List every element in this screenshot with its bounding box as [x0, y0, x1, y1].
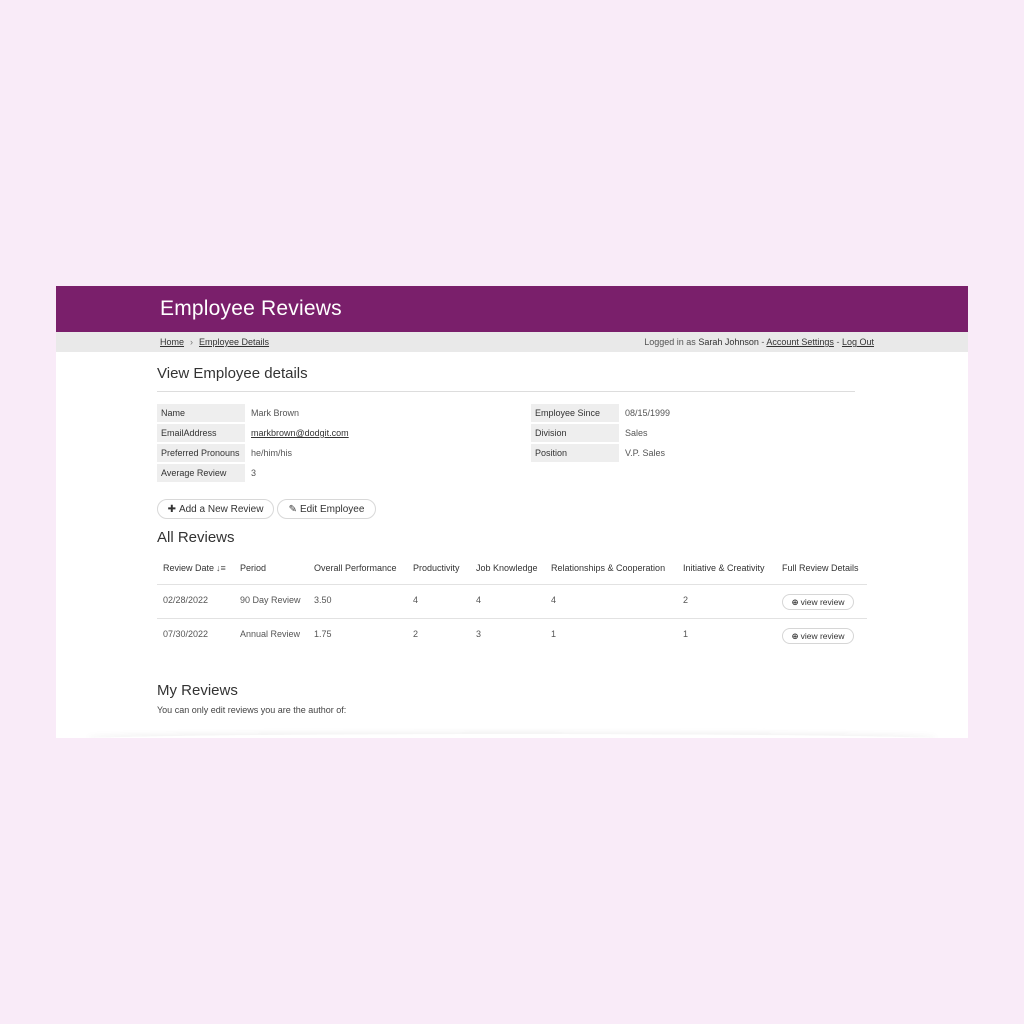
edit-employee-button[interactable]	[277, 499, 376, 519]
title-divider	[157, 391, 855, 392]
detail-row-email	[157, 424, 517, 442]
detail-row-position	[531, 444, 831, 462]
breadcrumb-employee-details-link[interactable]: Employee Details	[199, 337, 270, 347]
page-bottom-edge	[86, 734, 938, 738]
email-link[interactable]: markbrown@dodgit.com	[251, 428, 349, 438]
cell-job-knowledge: 3	[476, 629, 482, 639]
cell-review-date: 07/30/2022	[163, 629, 209, 639]
magnifier-icon: ⊕	[791, 597, 799, 607]
edit-employee-label: Edit Employee	[299, 504, 365, 515]
app-title: Employee Reviews	[160, 297, 342, 320]
detail-row-employee-since	[531, 404, 831, 422]
detail-label: Position	[531, 444, 619, 462]
detail-label: Employee Since	[531, 404, 619, 422]
table-row-divider	[157, 618, 867, 619]
column-header-full-review: Full Review Details	[782, 563, 859, 573]
column-header-initiative: Initiative & Creativity	[683, 563, 765, 573]
cell-initiative: 2	[683, 595, 689, 605]
detail-value-wrap	[251, 424, 349, 442]
add-review-label: Add a New Review	[178, 504, 264, 515]
detail-label: Name	[157, 404, 245, 422]
breadcrumb	[160, 337, 269, 347]
column-header-overall-performance: Overall Performance	[314, 563, 397, 573]
page-title: View Employee details	[157, 365, 308, 382]
logged-in-prefix: Logged in as	[644, 337, 696, 347]
detail-row-name	[157, 404, 517, 422]
account-info	[644, 337, 874, 347]
table-header-divider	[157, 584, 867, 585]
column-header-review-date[interactable]	[163, 563, 226, 573]
column-header-period: Period	[240, 563, 267, 573]
account-dash: -	[761, 337, 765, 347]
account-settings-link[interactable]: Account Settings	[766, 337, 834, 347]
detail-label: Preferred Pronouns	[157, 444, 245, 462]
detail-row-pronouns	[157, 444, 517, 462]
cell-relationships: 4	[551, 595, 557, 605]
column-header-label: Review Date	[163, 563, 215, 573]
header-bar	[56, 286, 968, 332]
detail-value: he/him/his	[251, 448, 293, 458]
cell-overall: 1.75	[314, 629, 332, 639]
navigation-bar	[56, 332, 968, 352]
my-reviews-title: My Reviews	[157, 682, 238, 699]
log-out-link[interactable]: Log Out	[841, 337, 874, 347]
detail-row-average-review	[157, 464, 517, 482]
my-reviews-subtitle: You can only edit reviews you are the author of:	[157, 705, 347, 715]
cell-period: 90 Day Review	[240, 595, 301, 605]
detail-value: 3	[251, 468, 257, 478]
app-window	[56, 286, 968, 738]
column-header-relationships: Relationships & Cooperation	[551, 563, 666, 573]
account-dash-2: -	[836, 337, 840, 347]
edit-icon: ✎	[288, 504, 297, 515]
detail-value: 08/15/1999	[625, 408, 671, 418]
breadcrumb-home-link[interactable]: Home	[160, 337, 185, 347]
sort-amount-down-icon[interactable]: ↓≡	[216, 563, 226, 573]
detail-label: Average Review	[157, 464, 245, 482]
detail-label: Division	[531, 424, 619, 442]
column-header-job-knowledge: Job Knowledge	[476, 563, 538, 573]
magnifier-icon: ⊕	[791, 631, 799, 641]
view-review-label: view review	[800, 597, 845, 607]
cell-period: Annual Review	[240, 629, 301, 639]
cell-overall: 3.50	[314, 595, 332, 605]
detail-value: Mark Brown	[251, 408, 300, 418]
column-header-productivity: Productivity	[413, 563, 460, 573]
detail-row-division	[531, 424, 831, 442]
cell-productivity: 2	[413, 629, 419, 639]
cell-productivity: 4	[413, 595, 419, 605]
logged-in-user: Sarah Johnson	[698, 337, 759, 347]
cell-review-date: 02/28/2022	[163, 595, 209, 605]
view-review-button[interactable]	[782, 594, 854, 610]
add-review-button[interactable]	[157, 499, 274, 519]
cell-job-knowledge: 4	[476, 595, 482, 605]
view-review-label: view review	[800, 631, 845, 641]
view-review-button[interactable]	[782, 628, 854, 644]
detail-value: Sales	[625, 428, 648, 438]
detail-label: EmailAddress	[157, 424, 245, 442]
cell-initiative: 1	[683, 629, 689, 639]
breadcrumb-separator: ›	[190, 337, 194, 347]
all-reviews-title: All Reviews	[157, 529, 235, 546]
plus-icon: ✚	[167, 504, 176, 515]
cell-relationships: 1	[551, 629, 557, 639]
detail-value: V.P. Sales	[625, 448, 666, 458]
